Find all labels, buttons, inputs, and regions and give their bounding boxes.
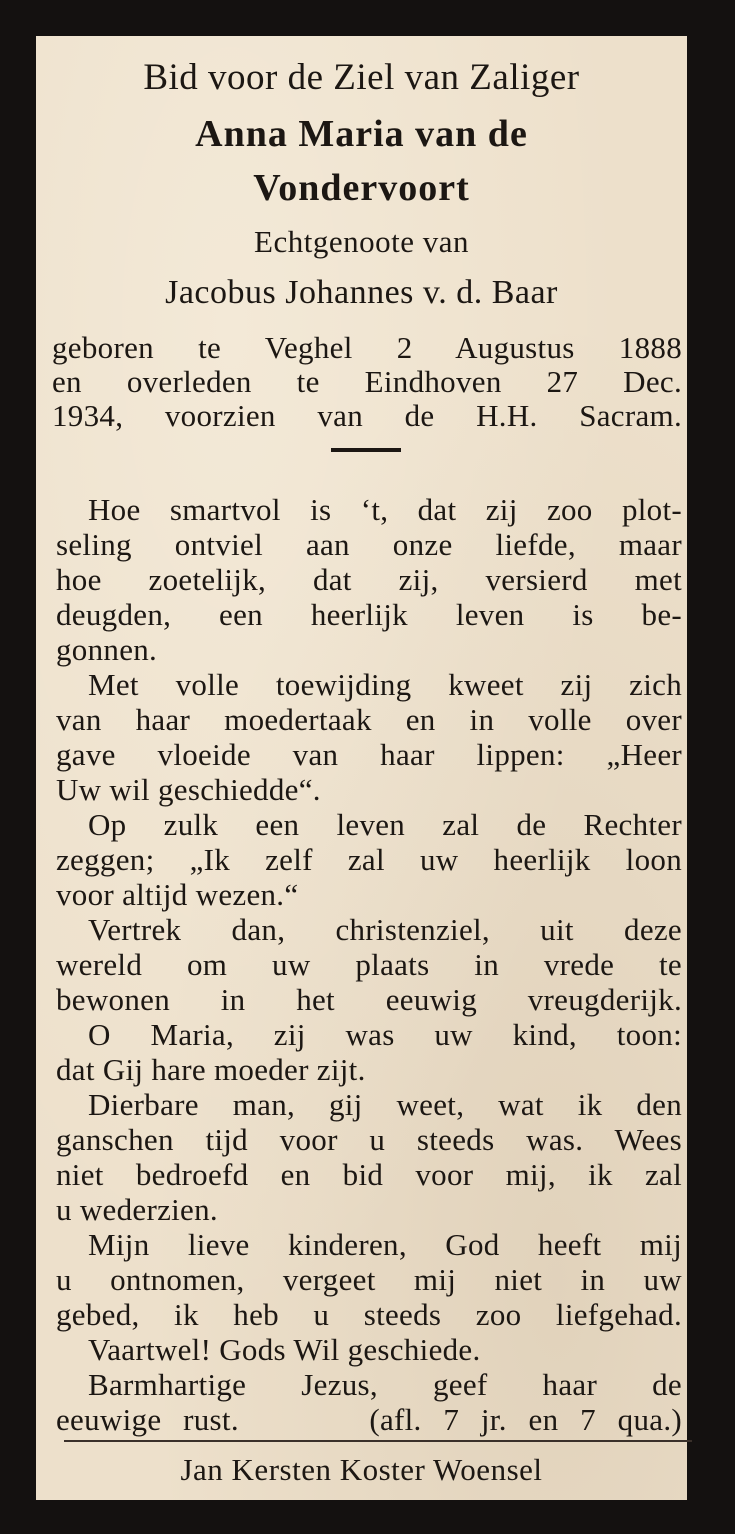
- memorial-card: [36, 36, 687, 1500]
- text-line: Vaartwel! Gods Wil geschiede.: [88, 1332, 481, 1367]
- text-line: gonnen.: [56, 632, 158, 667]
- printer-credit: Jan Kersten Koster Woensel: [180, 1452, 543, 1487]
- text-line: Uw wil geschiedde“.: [56, 772, 321, 807]
- text-line: bewonen in het eeuwig vreugderijk.: [56, 982, 682, 1017]
- text-line: u ontnomen, vergeet mij niet in uw: [56, 1262, 682, 1297]
- text-line: ganschen tijd voor u steeds was. Wees: [56, 1122, 682, 1157]
- text-line: niet bedroefd en bid voor mij, ik zal: [56, 1157, 682, 1192]
- text-line: van haar moedertaak en in volle over: [56, 702, 682, 737]
- bottom-rule: [64, 1440, 692, 1442]
- life-line: en overleden te Eindhoven 27 Dec.: [52, 364, 682, 399]
- text-line: eeuwige rust. (afl. 7 jr. en 7 qua.): [56, 1402, 682, 1437]
- text-line: gebed, ik heb u steeds zoo liefgehad.: [56, 1297, 682, 1332]
- divider-rule: [331, 448, 401, 452]
- life-line: geboren te Veghel 2 Augustus 1888: [52, 330, 682, 365]
- text-line: Op zulk een leven zal de Rechter: [88, 807, 682, 842]
- text-line: Hoe smartvol is ‘t, dat zij zoo plot-: [88, 492, 682, 527]
- deceased-name-line1: Anna Maria van de: [195, 113, 528, 155]
- text-line: Vertrek dan, christenziel, uit deze: [88, 912, 682, 947]
- text-line: Mijn lieve kinderen, God heeft mij: [88, 1227, 682, 1262]
- text-line: Barmhartige Jezus, geef haar de: [88, 1367, 682, 1402]
- prayer-heading: Bid voor de Ziel van Zaliger: [143, 57, 580, 98]
- life-line: 1934, voorzien van de H.H. Sacram.: [52, 398, 682, 433]
- spouse-name: Jacobus Johannes v. d. Baar: [165, 274, 558, 311]
- text-line: Dierbare man, gij weet, wat ik den: [88, 1087, 682, 1122]
- text-line: hoe zoetelijk, dat zij, versierd met: [56, 562, 682, 597]
- text-line: zeggen; „Ik zelf zal uw heerlijk loon: [56, 842, 682, 877]
- text-line: u wederzien.: [56, 1192, 218, 1227]
- text-line: voor altijd wezen.“: [56, 877, 299, 912]
- text-line: gave vloeide van haar lippen: „Heer: [56, 737, 682, 772]
- text-line: deugden, een heerlijk leven is be-: [56, 597, 682, 632]
- text-line: wereld om uw plaats in vrede te: [56, 947, 682, 982]
- text-line: Met volle toewijding kweet zij zich: [88, 667, 682, 702]
- text-line: seling ontviel aan onze liefde, maar: [56, 527, 682, 562]
- deceased-name-line2: Vondervoort: [253, 167, 470, 209]
- text-line: dat Gij hare moeder zijt.: [56, 1052, 366, 1087]
- text-line: O Maria, zij was uw kind, toon:: [88, 1017, 682, 1052]
- spouse-intro: Echtgenoote van: [254, 224, 469, 259]
